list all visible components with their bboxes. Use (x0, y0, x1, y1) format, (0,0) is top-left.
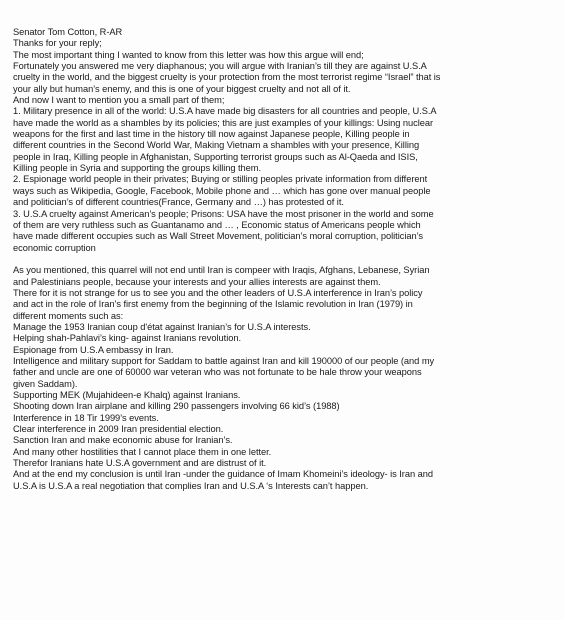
letter-line: As you mentioned, this quarrel will not end until Iran is compeer with Iraqis, Afghans, Lebanese, Syrian (13, 265, 430, 276)
letter-line: Manage the 1953 Iranian coup d'état against Iranian’s for U.S.A interests. (13, 321, 311, 332)
letter-line: Shooting down Iran airplane and killing 290 passengers involving 66 kid’s (1988) (13, 401, 340, 412)
letter-line: Supporting MEK (Mujahideen-e Khalq) against Iranians. (13, 390, 241, 400)
letter-line: Clear interference in 2009 Iran presidential election. (13, 424, 224, 435)
letter-line: U.S.A is U.S.A a real negotiation that complies Iran and U.S.A ‘s Interests can’t happen. (13, 480, 369, 491)
letter-line: weapons for the first and last time in the history till now against Japanese people, Killing people in (13, 129, 410, 140)
letter-line: and Palestinians people, because your interests and your allies interests are against them. (13, 276, 381, 287)
letter-line: Senator Tom Cotton, R-AR (13, 27, 123, 37)
letter-line: have made the world as a shambles by its policies; this are just examples of your killings: Using nuclear (13, 117, 434, 128)
letter-line: Helping shah-Pahlavi’s king- against Iranians revolution. (13, 333, 241, 344)
letter-line: Interference in 18 Tir 1999’s events. (13, 412, 159, 423)
letter-line: 3. U.S.A cruelty against American’s people; Prisons: USA have the most prisoner in the world and some (13, 208, 434, 219)
letter-line: economic corruption (13, 242, 96, 253)
letter-line: 2. Espionage world people in their privates; Buying or stilling peoples private information from different (13, 174, 428, 185)
letter-line: And now I want to mention you a small part of them; (13, 95, 225, 106)
letter-line: Killing people in Syria and supporting the groups killing them. (13, 163, 262, 174)
letter-line: different moments such as: (13, 310, 124, 321)
letter-line: your ally but human’s enemy, and this is one of your biggest cruelty and not all of it. (13, 83, 351, 94)
letter-line: different countries in the Second World War, Making Vietnam a shambles with your presence, Killing (13, 140, 420, 151)
letter-line: cruelty in the world, and the biggest cruelty is your protection from the most terrorist regime “Israel” that is (13, 72, 441, 83)
letter-line: Espionage from U.S.A embassy in Iran. (13, 344, 174, 355)
letter-line: 1. Military presence in all of the world: U.S.A have made big disasters for all countries and people, U.S.A (13, 106, 437, 117)
letter-line: There for it is not strange for us to see you and the other leaders of U.S.A interference in Iran’s policy (13, 287, 423, 298)
letter-line: And many other hostilities that I cannot place them in one letter. (13, 446, 272, 457)
letter-line: have made different occupies such as Wall Street Movement, politician’s moral corruption, politician’s (13, 231, 424, 242)
letter-line: people in Iraq, Killing people in Afghanistan, Supporting terrorist groups such as Al-Qaeda and ISIS, (13, 151, 418, 162)
letter-line: of them are very ruthless such as Guantanamo and … , Economic status of Americans people which (13, 219, 421, 230)
letter-line: The most important thing I wanted to know from this letter was how this argue will end; (13, 49, 364, 60)
letter-line: and act in the role of Iran’s first enemy from the beginning of the Islamic revolution in Iran (1979) in (13, 299, 413, 310)
letter-line: Fortunately you answered me very diaphanous; you will argue with Iranian’s till they are against U.S.A (13, 61, 427, 72)
letter-line: and politician’s of different countries(France, Germany and …) has protested of it. (13, 197, 344, 208)
letter-line: Sanction Iran and make economic abuse for Iranian’s. (13, 435, 233, 446)
letter-line: father and uncle are one of 60000 war veteran who was not fortunate to be hale throw your weapons (13, 367, 422, 378)
letter-line: Thanks for your reply; (13, 38, 102, 49)
letter-line: ways such as Wikipedia, Google, Facebook, Mobile phone and … which has gone over manual people (13, 185, 431, 196)
paragraph-gap (13, 254, 553, 265)
letter-line: Therefor Iranians hate U.S.A government and are distrust of it. (13, 458, 267, 469)
letter-line: Intelligence and military support for Saddam to battle against Iran and kill 190000 of our people (and my (13, 355, 435, 366)
letter-line: And at the end my conclusion is until Iran -under the guidance of Imam Khomeini’s ideology- is Iran and (13, 469, 433, 480)
letter-line: given Saddam). (13, 378, 78, 389)
letter-body (13, 27, 553, 492)
